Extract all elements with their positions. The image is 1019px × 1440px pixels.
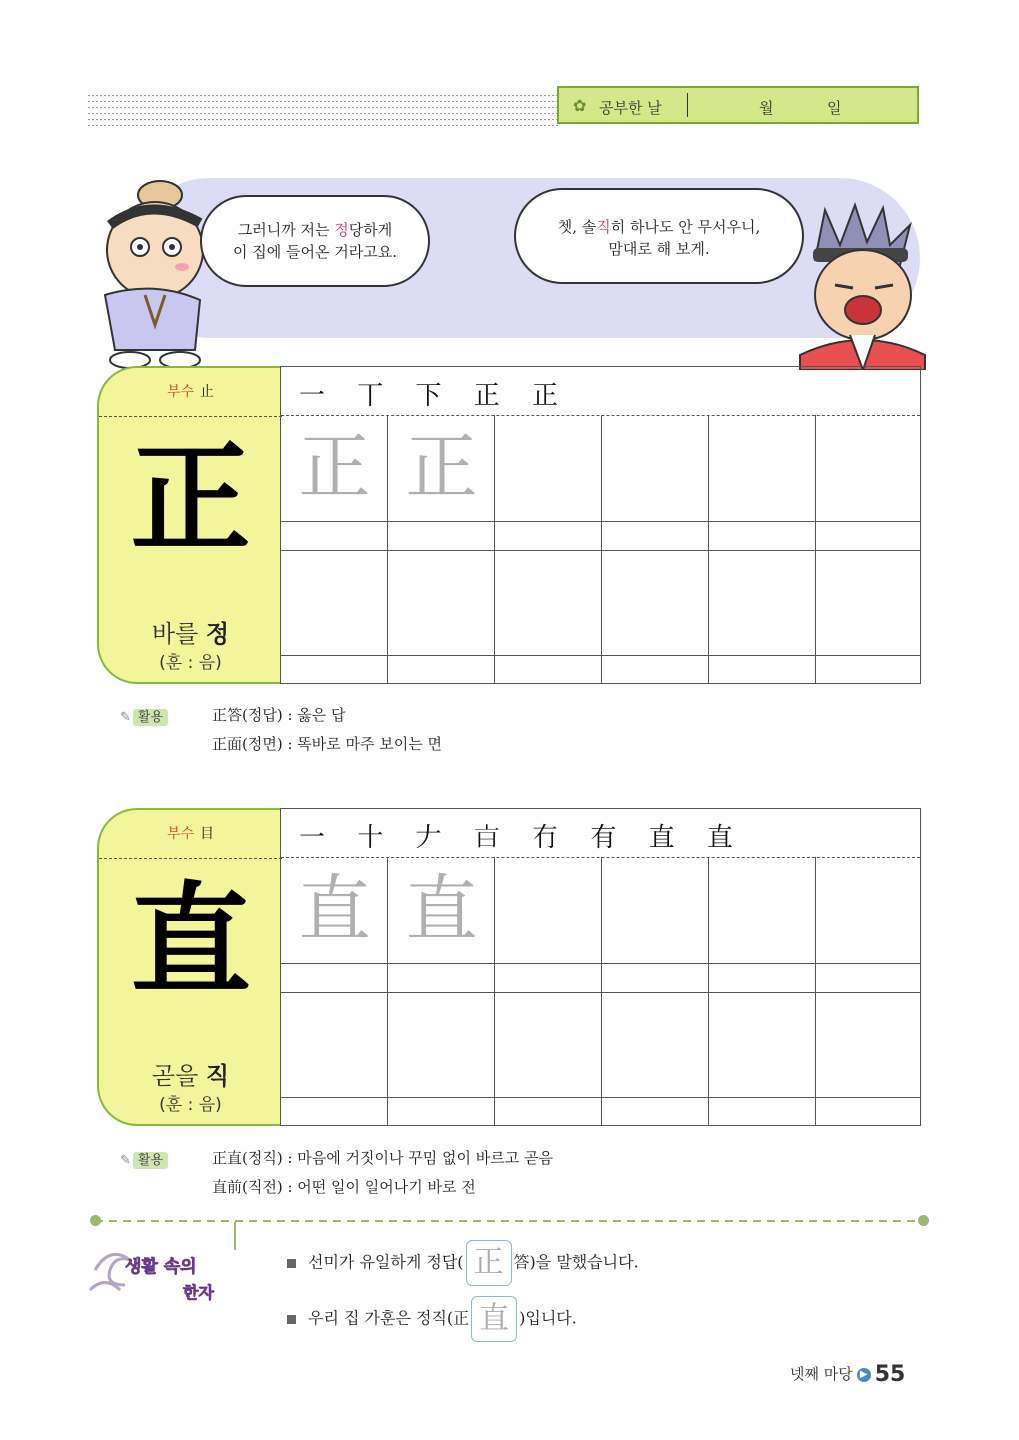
usage-badge [120,1146,168,1175]
page-number: 55 [874,1362,906,1387]
grid-line [281,992,920,993]
right-line1-a: 쳇, 솔 [557,218,597,236]
quiz-item [287,1240,639,1286]
answer-box[interactable]: 正 [466,1240,512,1286]
grid-line [601,857,602,1125]
divider-dot [90,1215,101,1226]
speech-bubble-right [514,188,804,284]
grid-line [281,655,920,656]
flower-icon: ✿ [573,96,587,115]
quiz-item [287,1296,577,1342]
bullet-square [287,1259,296,1268]
trace-character: 正 [298,425,371,509]
study-date-bar [557,86,919,124]
grid-line [281,550,920,551]
grid-line [281,1097,920,1098]
quiz-text: 우리 집 가훈은 정직(正 [308,1308,470,1328]
left-line1-rest: 당하게 [348,221,393,239]
left-highlight: 정 [334,221,349,239]
radical-char: 止 [200,384,215,400]
grid-line [815,415,816,683]
header-dotted-lines [88,90,558,126]
stroke-order: 一 十 𠂇 𣅀 冇 有 直 直 [299,823,745,853]
grid-line [708,857,709,1125]
meaning-eum: 직 [205,1062,230,1090]
arrow-right-icon: ▶ [857,1368,871,1382]
day-label: 일 [827,99,842,117]
grid-line [708,415,709,683]
bullet-square [287,1315,296,1324]
answer-box[interactable]: 直 [471,1296,517,1342]
boy-character-illustration [90,175,225,370]
hanja-card-jeong [97,366,921,684]
usage-line: 正直(정직) : 마음에 거짓이나 꾸밈 없이 바르고 곧음 [212,1149,553,1167]
hun-eum-label: (훈 : 음) [159,653,222,673]
usage-badge [120,703,168,732]
life-hanja-logo [85,1240,235,1310]
logo-line1: 생활 속의 [125,1257,197,1277]
trace-character: 直 [298,867,371,951]
hanja-card-jik [97,808,921,1126]
radical-row [99,368,282,417]
character-panel [97,808,280,1126]
main-character: 直 [130,870,251,1011]
usage-label: 활용 [133,1152,168,1169]
hun-eum-label: (훈 : 음) [159,1095,222,1115]
quiz-text: )입니다. [519,1308,577,1328]
usage-line: 正答(정답) : 옳은 답 [212,706,346,724]
grid-line [281,963,920,964]
trace-character: 正 [405,425,478,509]
left-line1: 그러니까 저는 [237,221,335,239]
radical-label: 부수 [166,826,195,842]
logo-line2: 한자 [183,1283,214,1302]
trace-character: 直 [405,867,478,951]
right-line1-b: 히 하나도 안 무서우니, [610,218,761,236]
pencil-icon: ✎ [120,1153,131,1168]
radical-label: 부수 [166,384,195,400]
meaning-eum: 정 [205,620,230,648]
usage-section-jeong [120,701,820,761]
divider-dot [918,1215,929,1226]
speech-bubble-left [200,195,430,287]
stroke-order: 一 丅 下 正 正 [299,381,571,411]
section-label: 넷째 마당 [790,1365,853,1383]
old-man-character-illustration [795,200,930,370]
pencil-icon: ✎ [120,710,131,725]
character-panel [97,366,280,684]
grid-line [601,415,602,683]
grid-line [281,521,920,522]
meaning [99,614,282,649]
meaning [99,1056,282,1091]
meaning-hun: 바를 [151,620,199,648]
page-footer [790,1362,905,1387]
usage-line: 正面(정면) : 똑바로 마주 보이는 면 [212,735,442,753]
quiz-text: 선미가 유일하게 정답( [308,1252,464,1272]
study-day-label: 공부한 날 [599,99,662,117]
usage-label: 활용 [133,709,168,726]
right-line2: 맘대로 해 보게. [608,240,710,258]
radical-char: 目 [200,826,215,842]
left-line2: 이 집에 들어온 거라고요. [233,243,397,261]
section-divider [95,1220,925,1222]
writing-grid[interactable] [280,366,921,684]
usage-section-jik [120,1144,820,1204]
meaning-hun: 곧을 [151,1062,199,1090]
usage-line: 直前(직전) : 어떤 일이 일어나기 바로 전 [212,1178,476,1196]
right-highlight: 직 [596,218,611,236]
writing-grid[interactable] [280,808,921,1126]
quiz-text: 答)을 말했습니다. [513,1252,639,1272]
date-separator [687,93,688,117]
main-character: 正 [130,428,251,569]
grid-line [815,857,816,1125]
month-label: 월 [759,99,774,117]
stroke-order-row [281,809,920,858]
stroke-order-row [281,367,920,416]
radical-row [99,810,282,859]
